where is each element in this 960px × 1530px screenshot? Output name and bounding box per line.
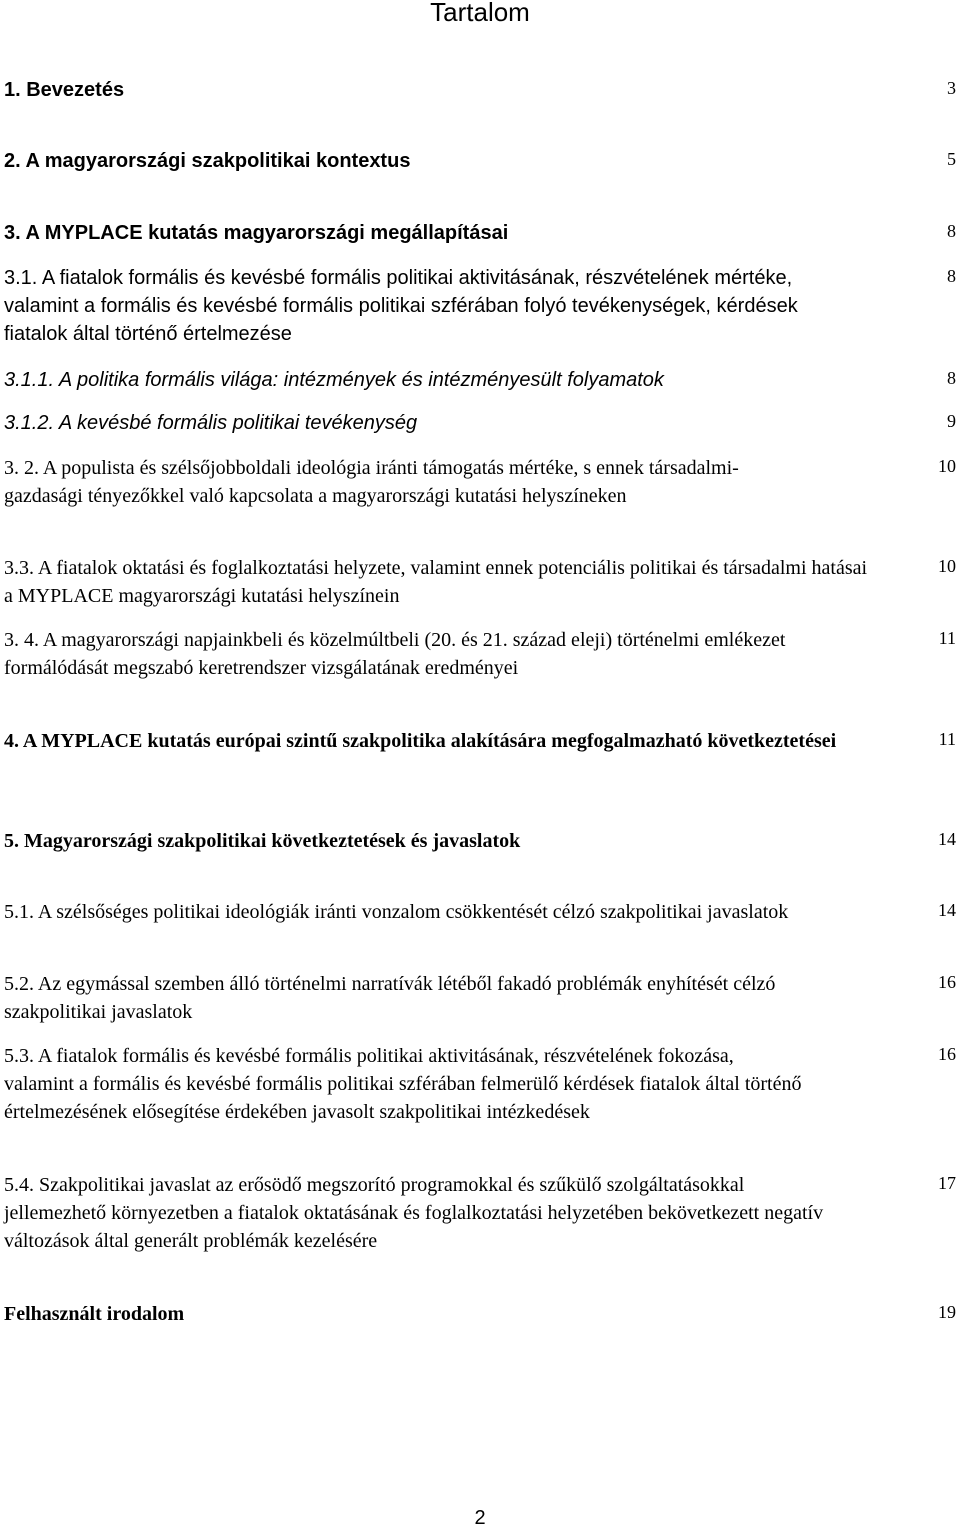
toc-entry-page: 5 — [947, 149, 956, 169]
toc-entry-label: 5.1. A szélsőséges politikai ideológiák iránti vonzalom csökkentését célzó szakpolitikai javaslatok — [4, 901, 789, 923]
toc-entry-label: 3.1. A fiatalok formális és kevésbé formális politikai aktivitásának, részvételének mértéke, valamint a formális és kevésbé formális politikai szférában folyó tevékenységek, kérdések fiatalok által történő értelmezése — [4, 267, 798, 345]
toc-entry-page: 3 — [947, 78, 956, 98]
toc-entry-page: 16 — [938, 972, 956, 992]
toc-entry-page: 11 — [938, 628, 956, 648]
toc-entry-page: 8 — [947, 221, 956, 241]
toc-entry-page: 9 — [947, 411, 956, 431]
toc-entry-label: 4. A MYPLACE kutatás európai szintű szakpolitika alakítására megfogalmazható következtetései — [4, 730, 837, 752]
toc-entry-label: Felhasznált irodalom — [4, 1303, 185, 1325]
toc-entry-label: 5.4. Szakpolitikai javaslat az erősödő megszorító programokkal és szűkülő szolgáltatásokkal jellemezhető környezetben a fiatalok oktatásának és foglalkoztatási helyzetében bekövetkezett negatív változások által generált problémák kezelésére — [4, 1174, 824, 1252]
toc-entry-label: 3. 2. A populista és szélsőjobboldali ideológia iránti támogatás mértéke, s ennek társadalmi-gazdasági tényezőkkel való kapcsolata a magyarországi kutatási helyszíneken — [4, 457, 739, 507]
toc-entry-page: 17 — [938, 1173, 956, 1193]
toc-entry-label: 3. A MYPLACE kutatás magyarországi megállapításai — [4, 222, 509, 244]
toc-entry-page: 8 — [947, 266, 956, 286]
toc-entry-page: 14 — [938, 829, 956, 849]
toc-entry-label: 5.2. Az egymással szemben álló történelmi narratívák létéből fakadó problémák enyhítését célzó szakpolitikai javaslatok — [4, 973, 776, 1023]
toc-entry-page: 19 — [938, 1302, 956, 1322]
toc-entry-label: 3.1.2. A kevésbé formális politikai tevékenység — [4, 412, 418, 434]
toc-entry-page: 14 — [938, 900, 956, 920]
toc-entry-page: 11 — [938, 729, 956, 749]
toc-entry-label: 3. 4. A magyarországi napjainkbeli és közelmúltbeli (20. és 21. század eleji) történelmi emlékezet formálódását megszabó keretrendszer vizsgálatának eredményei — [4, 629, 786, 679]
toc-entry-label: 1. Bevezetés — [4, 79, 125, 101]
page-title: Tartalom — [430, 0, 530, 27]
toc-entry-label: 2. A magyarországi szakpolitikai kontextus — [4, 150, 411, 172]
toc-entry-page: 10 — [938, 456, 956, 476]
toc-entry-page: 16 — [938, 1044, 956, 1064]
toc-entry-label: 5.3. A fiatalok formális és kevésbé formális politikai aktivitásának, részvételének fokozása, valamint a formális és kevésbé formális politikai szférában felmerülő kérdések fiatalok által történő értelmezésének elősegítése érdekében javasolt szakpolitikai intézkedések — [4, 1045, 802, 1123]
toc-entry-label: 3.1.1. A politika formális világa: intézmények és intézményesült folyamatok — [4, 369, 664, 391]
page-number: 2 — [474, 1507, 486, 1529]
toc-entry-page: 10 — [938, 556, 956, 576]
toc-entry-label: 5. Magyarországi szakpolitikai következtetések és javaslatok — [4, 830, 521, 852]
toc-entry-label: 3.3. A fiatalok oktatási és foglalkoztatási helyzete, valamint ennek potenciális politikai és társadalmi hatásai a MYPLACE magyarországi kutatási helyszínein — [4, 557, 868, 607]
toc-entry-page: 8 — [947, 368, 956, 388]
